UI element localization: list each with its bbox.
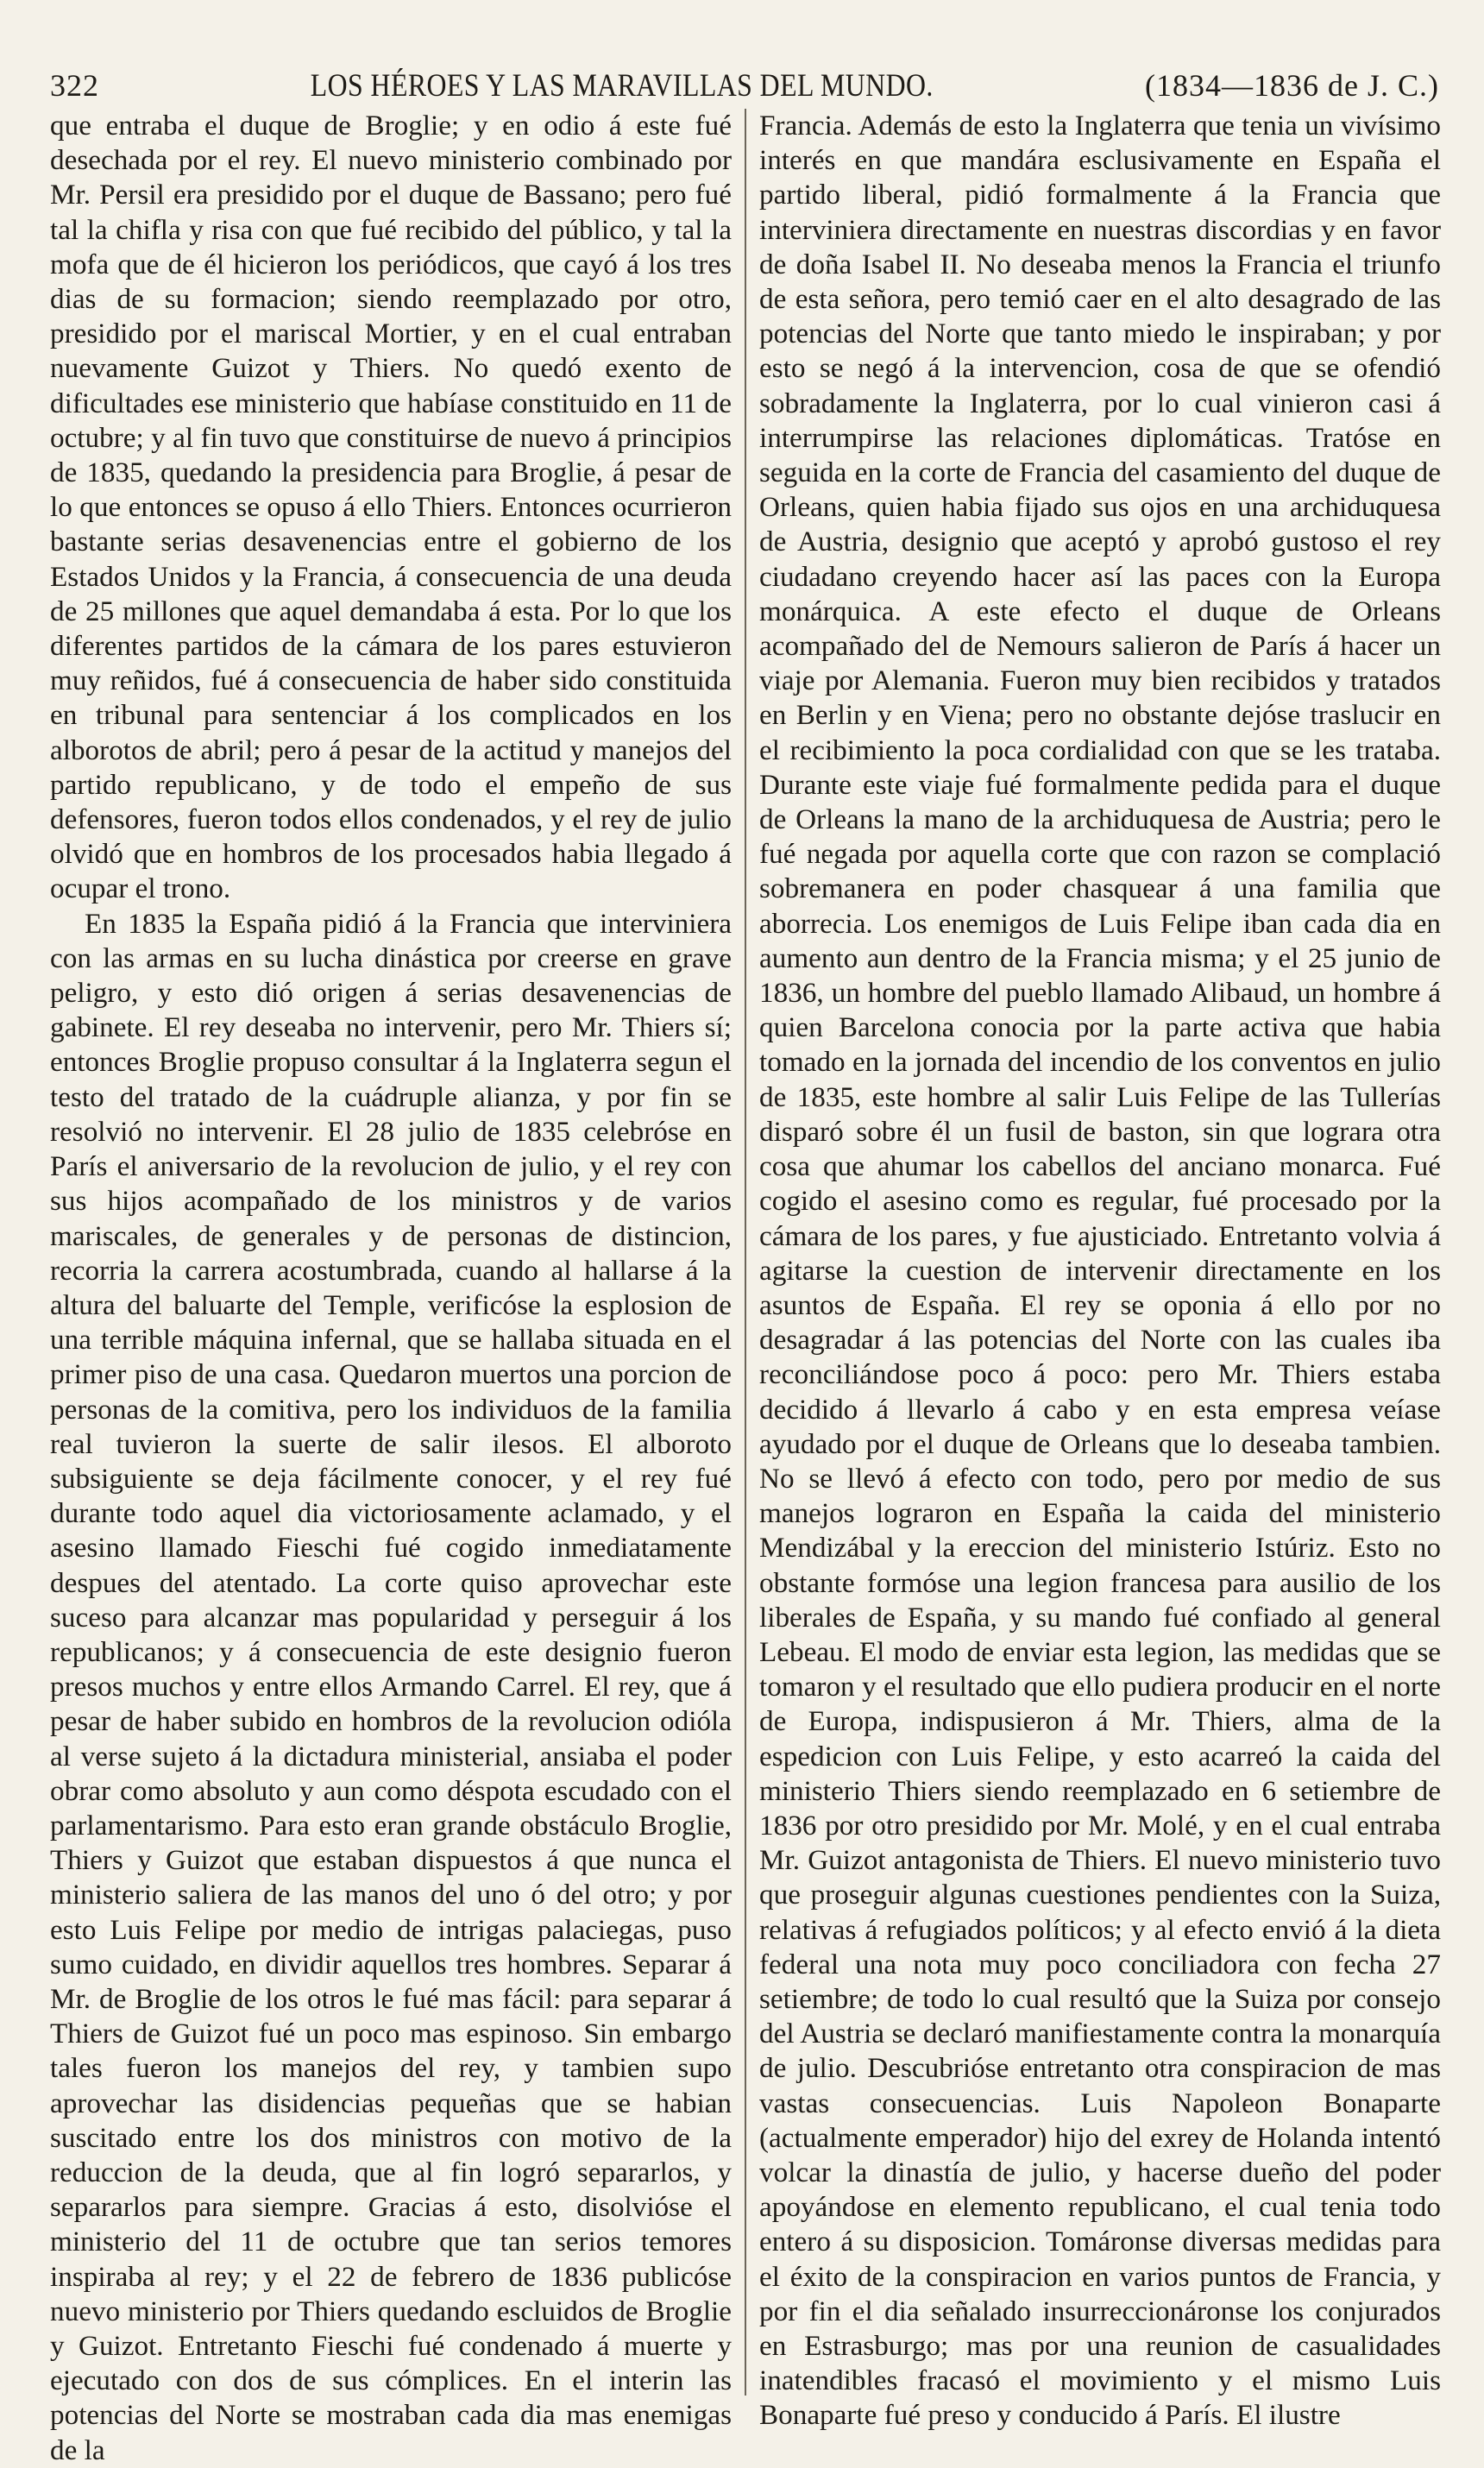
date-range: (1834—1836 de J. C.) (1145, 68, 1439, 103)
text-columns (50, 109, 1441, 2466)
right-column (759, 109, 1441, 2432)
paragraph: que entraba el duque de Broglie; y en odio á este fué desechada por el rey. El nuevo ministerio combinado por Mr. Persil era presidido por el duque de Bassano; pero fué tal la chifla y risa con que fué recibido del público, y tal la mofa que de él hicieron los periódicos, que cayó á los tres dias de su formacion; siendo reemplazado por otro, presidido por el mariscal Mortier, y en el cual entraban nuevamente Guizot y Thiers. No quedó exento de dificultades ese ministerio que habíase constituido en 11 de octubre; y al fin tuvo que constituirse de nuevo á principios de 1835, quedando la presidencia para Broglie, á pesar de lo que entonces se opuso á ello Thiers. Entonces ocurrieron bastante serias desavenencias entre el gobierno de los Estados Unidos y la Francia, á consecuencia de una deuda de 25 millones que aquel demandaba á esta. Por lo que los diferentes partidos de la cámara de los pares estuvieron muy reñidos, fué á consecuencia de haber sido constituida en tribunal para sentenciar á los complicados en los alborotos de abril; pero á pesar de la actitud y manejos del partido republicano, y de todo el empeño de sus defensores, fueron todos ellos condenados, y el rey de julio olvidó que en hombros de los procesados habia llegado á ocupar el trono. (50, 110, 732, 905)
running-title: LOS HÉROES Y LAS MARAVILLAS DEL MUNDO. (311, 67, 934, 104)
page-number: 322 (50, 68, 99, 103)
paragraph: En 1835 la España pidió á la Francia que interviniera con las armas en su lucha dinástica por creerse en grave peligro, y esto dió origen á serias desavenencias de gabinete. El rey deseaba no intervenir, pero Mr. Thiers sí; entonces Broglie propuso consultar á la Inglaterra segun el testo del tratado de la cuádruple alianza, y por fin se resolvió no intervenir. El 28 julio de 1835 celebróse en París el aniversario de la revolucion de julio, y el rey con sus hijos acompañado de los ministros y de varios mariscales, de generales y de personas de distincion, recorria la carrera acostumbrada, cuando al hallarse á la altura del baluarte del Temple, verificóse la esplosion de una terrible máquina infernal, que se hallaba situada en el primer piso de una casa. Quedaron muertos una porcion de personas de la comitiva, pero los individuos de la familia real tuvieron la suerte de salir ilesos. El alboroto subsiguiente se deja fácilmente conocer, y el rey fué durante todo aquel dia victoriosamente aclamado, y el asesino llamado Fieschi fué cogido inmediatamente despues del atentado. La corte quiso aprovechar este suceso para alcanzar mas popularidad y perseguir á los republicanos; y á consecuencia de este designio fueron presos muchos y entre ellos Armando Carrel. El rey, que á pesar de haber subido en hombros de la revolucion odióla al verse sujeto á la dictadura ministerial, ansiaba el poder obrar como absoluto y aun como déspota escudado con el parlamentarismo. Para esto eran grande obstáculo Broglie, Thiers y Guizot que estaban dispuestos á que nunca el ministerio saliera de las manos del uno ó del otro; y por esto Luis Felipe por medio de intrigas palaciegas, puso sumo cuidado, en dividir aquellos tres hombres. Separar á Mr. de Broglie de los otros le fué mas fácil: para separar á Thiers de Guizot fué un poco mas espinoso. Sin embargo tales fueron los manejos del rey, y tambien supo aprovechar las disidencias pequeñas que se habian suscitado entre los dos ministros con motivo de la reduccion de la deuda, que al fin logró separarlos, y separarlos para siempre. Gracias á esto, disolvióse el ministerio del 11 de octubre que tan serios temores inspiraba al rey; y el 22 de febrero de 1836 publicóse nuevo ministerio por Thiers quedando escluidos de Broglie y Guizot. Entretanto Fieschi fué condenado á muerte y ejecutado con dos de sus cómplices. En el interin las potencias del Norte se mostraban cada dia mas enemigas de la (50, 907, 732, 2466)
page-header (50, 57, 1439, 114)
column-divider (745, 109, 746, 2396)
left-column (50, 109, 732, 2466)
paragraph: Francia. Además de esto la Inglaterra que tenia un vivísimo interés en que mandára esclusivamente en España el partido liberal, pidió formalmente á la Francia que interviniera directamente en nuestras discordias y en favor de doña Isabel II. No deseaba menos la Francia el triunfo de esta señora, pero temió caer en el alto desagrado de las potencias del Norte que tanto miedo le inspiraban; y por esto se negó á la intervencion, cosa de que se ofendió sobradamente la Inglaterra, por lo cual vinieron casi á interrumpirse las relaciones diplomáticas. Tratóse en seguida en la corte de Francia del casamiento del duque de Orleans, quien habia fijado sus ojos en una archiduquesa de Austria, designio que aceptó y aprobó gustoso el rey ciudadano creyendo hacer así las paces con la Europa monárquica. A este efecto el duque de Orleans acompañado del de Nemours salieron de París á hacer un viaje por Alemania. Fueron muy bien recibidos y tratados en Berlin y en Viena; pero no obstante dejóse traslucir en el recibimiento la poca cordialidad con que se les trataba. Durante este viaje fué formalmente pedida para el duque de Orleans la mano de la archiduquesa de Austria; pero le fué negada por aquella corte que con razon se complació sobremanera en poder chasquear á una familia que aborrecia. Los enemigos de Luis Felipe iban cada dia en aumento aun dentro de la Francia misma; y el 25 junio de 1836, un hombre del pueblo llamado Alibaud, un hombre á quien Barcelona conocia por la parte activa que habia tomado en la jornada del incendio de los conventos en julio de 1835, este hombre al salir Luis Felipe de las Tullerías disparó sobre él un fusil de baston, sin que lograra otra cosa que ahumar los cabellos del anciano monarca. Fué cogido el asesino como es regular, fué procesado por la cámara de los pares, y fue ajusticiado. Entretanto volvia á agitarse la cuestion de intervenir directamente en los asuntos de España. El rey se oponia á ello por no desagradar á las potencias del Norte con las cuales iba reconciliándose poco á poco: pero Mr. Thiers estaba decidido á llevarlo á cabo y en esta empresa veíase ayudado por el duque de Orleans que lo deseaba tambien. No se llevó á efecto con todo, pero por medio de sus manejos lograron en España la caida del ministerio Mendizábal y la ereccion del ministerio Istúriz. Esto no obstante formóse una legion francesa para ausilio de los liberales de España, y su mando fué confiado al general Lebeau. El modo de enviar esta legion, las medidas que se tomaron y el resultado que ello pudiera producir en el norte de Europa, indispusieron á Mr. Thiers, alma de la espedicion con Luis Felipe, y esto acarreó la caida del ministerio Thiers siendo reemplazado en 6 setiembre de 1836 por otro presidido por Mr. Molé, y en el cual entraba Mr. Guizot antagonista de Thiers. El nuevo ministerio tuvo que proseguir algunas cuestiones pendientes con la Suiza, relativas á refugiados políticos; y al efecto envió á la dieta federal una nota muy poco conciliadora con fecha 27 setiembre; de todo lo cual resultó que la Suiza por consejo del Austria se declaró manifiestamente contra la monarquía de julio. Descubrióse entretanto otra conspiracion de mas vastas consecuencias. Luis Napoleon Bonaparte (actualmente emperador) hijo del exrey de Holanda intentó volcar la dinastía de julio, y hacerse dueño del poder apoyándose en elemento republicano, el cual tenia todo entero á su disposicion. Tomáronse diversas medidas para el éxito de la conspiracion en varios puntos de Francia, y por fin el dia señalado insurreccionáronse los conjurados en Estrasburgo; mas por una reunion de casualidades inatendibles fracasó el movimiento y el mismo Luis Bonaparte fué preso y conducido á París. El ilustre (759, 110, 1441, 2432)
